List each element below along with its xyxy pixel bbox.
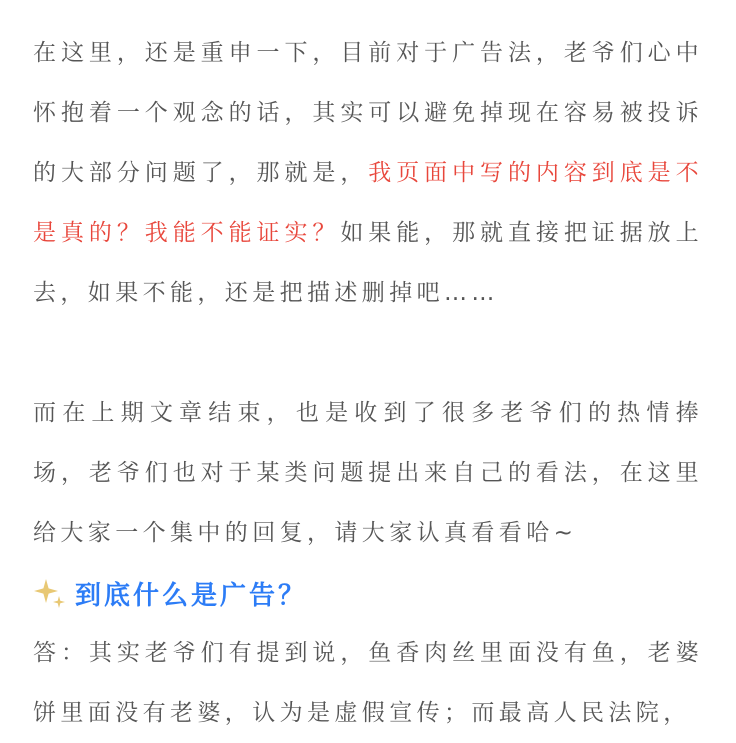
paragraph-spacer xyxy=(33,323,703,383)
paragraph-ad-law-lead: 在这里，还是重申一下，目前对于广告法，老爷们心中怀抱着一个观念的话，其实可以避免掉现在容易被投诉的大部分问题了，那就是， xyxy=(33,40,703,186)
paragraph-reply-intro: 而在上期文章结束，也是收到了很多老爷们的热情捧场，老爷们也对于某类问题提出来自己的看法，在这里给大家一个集中的回复，请大家认真看看哈~ xyxy=(33,400,703,546)
paragraph-ad-law xyxy=(33,23,703,323)
sparkle-icon xyxy=(33,576,67,610)
highlighted-question: 我页面中写的内容到底是不是真的？我能不能证实？ xyxy=(33,160,703,246)
section-heading xyxy=(33,563,703,623)
paragraph-answer: 答：其实老爷们有提到说，鱼香肉丝里面没有鱼，老婆饼里面没有老婆，认为是虚假宣传；而最高人民法院， xyxy=(33,640,703,726)
paragraph-ad-law-tail: 如果能，那就直接把证据放上去，如果不能，还是把描述删掉吧…… xyxy=(33,220,703,306)
section-heading-text: 到底什么是广告？ xyxy=(75,580,308,611)
article-body xyxy=(33,23,703,743)
